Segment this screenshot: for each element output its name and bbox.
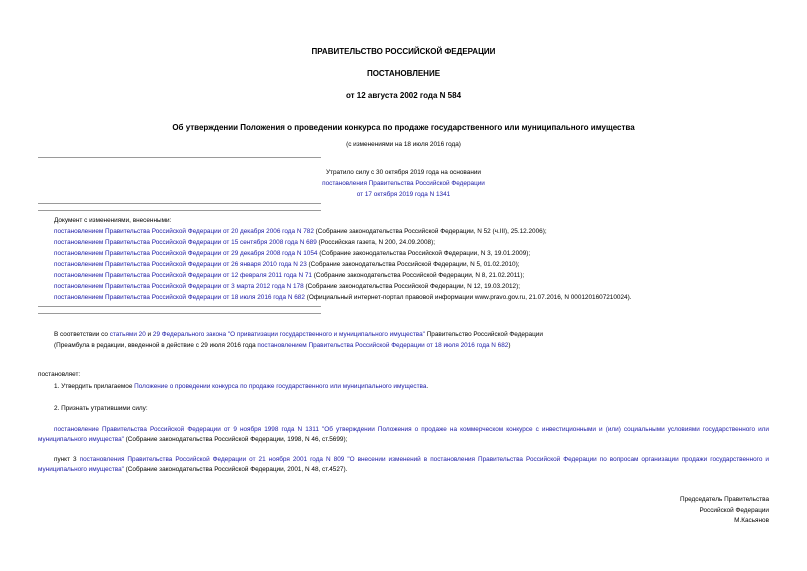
divider xyxy=(38,210,321,211)
law-article-29-link[interactable]: 29 Федерального закона "О приватизации государственного и муниципального имущества" xyxy=(152,331,425,338)
amending-decree-link[interactable]: постановлением Правительства Российской Федерации от 20 декабря 2006 года N 782 xyxy=(54,228,314,235)
preamble-text: Правительство Российской Федерации xyxy=(424,331,543,338)
preamble-text: и xyxy=(145,331,153,338)
change-source: (Собрание законодательства Российской Федерации, N 5, 01.02.2010); xyxy=(306,261,520,268)
edition-note-text: ) xyxy=(508,342,511,349)
change-source: (Собрание законодательства Российской Федерации, N 12, 19.03.2012); xyxy=(303,283,521,290)
repealed-act-2-prefix: пункт 3 xyxy=(54,456,80,463)
government-heading: ПРАВИТЕЛЬСТВО РОССИЙСКОЙ ФЕДЕРАЦИИ xyxy=(311,47,496,56)
preamble xyxy=(54,330,543,340)
repealed-decree-809-link[interactable]: постановления Правительства Российской Федерации от 21 ноября 2001 года N 809 "О внесении изменений в постановления Правительства Российской Федерации по вопросам организации продажи государственного и муниципального имущества" xyxy=(38,456,770,473)
change-item xyxy=(54,227,547,237)
document-type: ПОСТАНОВЛЕНИЕ xyxy=(366,69,441,78)
regulation-link[interactable]: Положение о проведении конкурса по продаже государственного или муниципального имущества xyxy=(134,383,427,390)
amending-decree-link[interactable]: постановлением Правительства Российской Федерации от 12 февраля 2011 года N 71 xyxy=(54,272,312,279)
change-item xyxy=(54,282,520,292)
expired-act-date-link[interactable]: от 17 октября 2019 года N 1341 xyxy=(356,191,451,198)
preamble-edition-note xyxy=(54,341,510,351)
amending-decree-link[interactable]: постановлением Правительства Российской Федерации от 15 сентября 2008 года N 689 xyxy=(54,239,317,246)
edition-decree-link[interactable]: постановлением Правительства Российской Федерации от 18 июля 2016 года N 682 xyxy=(257,342,509,349)
document-title: Об утверждении Положения о проведении конкурса по продаже государственного или муниципального имущества xyxy=(172,123,635,132)
divider xyxy=(38,157,321,158)
amending-decree-link[interactable]: постановлением Правительства Российской Федерации от 29 декабря 2008 года N 1054 xyxy=(54,250,318,257)
decides-label: постановляет: xyxy=(38,371,81,378)
repealed-act-1-source: (Собрание законодательства Российской Федерации, 1998, N 46, ст.5699); xyxy=(123,436,348,443)
divider xyxy=(38,306,321,307)
change-item xyxy=(54,293,632,303)
amending-decree-link[interactable]: постановлением Правительства Российской Федерации от 26 января 2010 года N 23 xyxy=(54,261,307,268)
edition-note-text: (Преамбула в редакции, введенной в действие с 29 июля 2016 года xyxy=(54,342,258,349)
changes-intro: Документ с изменениями, внесенными: xyxy=(54,217,172,224)
repealed-act-2 xyxy=(38,455,769,475)
expired-notice: Утратило силу с 30 октября 2019 года на основании xyxy=(326,169,481,176)
repealed-act-1 xyxy=(38,425,769,445)
change-source: (Собрание законодательства Российской Федерации, N 3, 19.01.2009); xyxy=(317,250,531,257)
amended-note: (с изменениями на 18 июля 2016 года) xyxy=(346,141,461,148)
signature-name: М.Касьянов xyxy=(734,517,769,524)
divider xyxy=(38,313,321,314)
signature-position: Председатель Правительства xyxy=(680,496,769,503)
change-source: (Российская газета, N 200, 24.09.2008); xyxy=(316,239,435,246)
item-2: 2. Признать утратившими силу: xyxy=(54,405,148,412)
signature-country: Российской Федерации xyxy=(699,506,769,514)
repealed-decree-1311-link[interactable]: постановление Правительства Российской Федерации от 9 ноября 1998 года N 1311 "Об утверждении Положения о продаже на коммерческом конкурсе с инвестиционными и (или) социальными условиями государственного или муниципального имущества" xyxy=(38,426,769,443)
law-article-20-link[interactable]: статьями 20 xyxy=(109,331,146,338)
change-item xyxy=(54,271,524,281)
item-1 xyxy=(54,382,428,392)
document-date-number: от 12 августа 2002 года N 584 xyxy=(345,91,462,100)
repealed-act-2-source: (Собрание законодательства Российской Федерации, 2001, N 48, ст.4527). xyxy=(123,466,348,473)
change-source: (Собрание законодательства Российской Федерации, N 8, 21.02.2011); xyxy=(311,272,525,279)
change-item xyxy=(54,249,530,259)
item-1-text: . xyxy=(426,383,429,390)
amending-decree-link[interactable]: постановлением Правительства Российской Федерации от 18 июля 2016 года N 682 xyxy=(54,294,305,301)
signature-block xyxy=(680,495,769,527)
divider xyxy=(38,203,321,204)
change-source: (Официальный интернет-портал правовой информации www.pravo.gov.ru, 21.07.2016, N 0001201607210024). xyxy=(304,294,632,301)
change-source: (Собрание законодательства Российской Федерации, N 52 (ч.III), 25.12.2006); xyxy=(313,228,547,235)
item-1-text: 1. Утвердить прилагаемое xyxy=(54,383,135,390)
change-item xyxy=(54,260,519,270)
change-item xyxy=(54,238,435,248)
amending-decree-link[interactable]: постановлением Правительства Российской Федерации от 3 марта 2012 года N 178 xyxy=(54,283,304,290)
expired-act-link[interactable]: постановления Правительства Российской Федерации xyxy=(322,180,485,187)
preamble-text: В соответствии со xyxy=(54,331,110,338)
